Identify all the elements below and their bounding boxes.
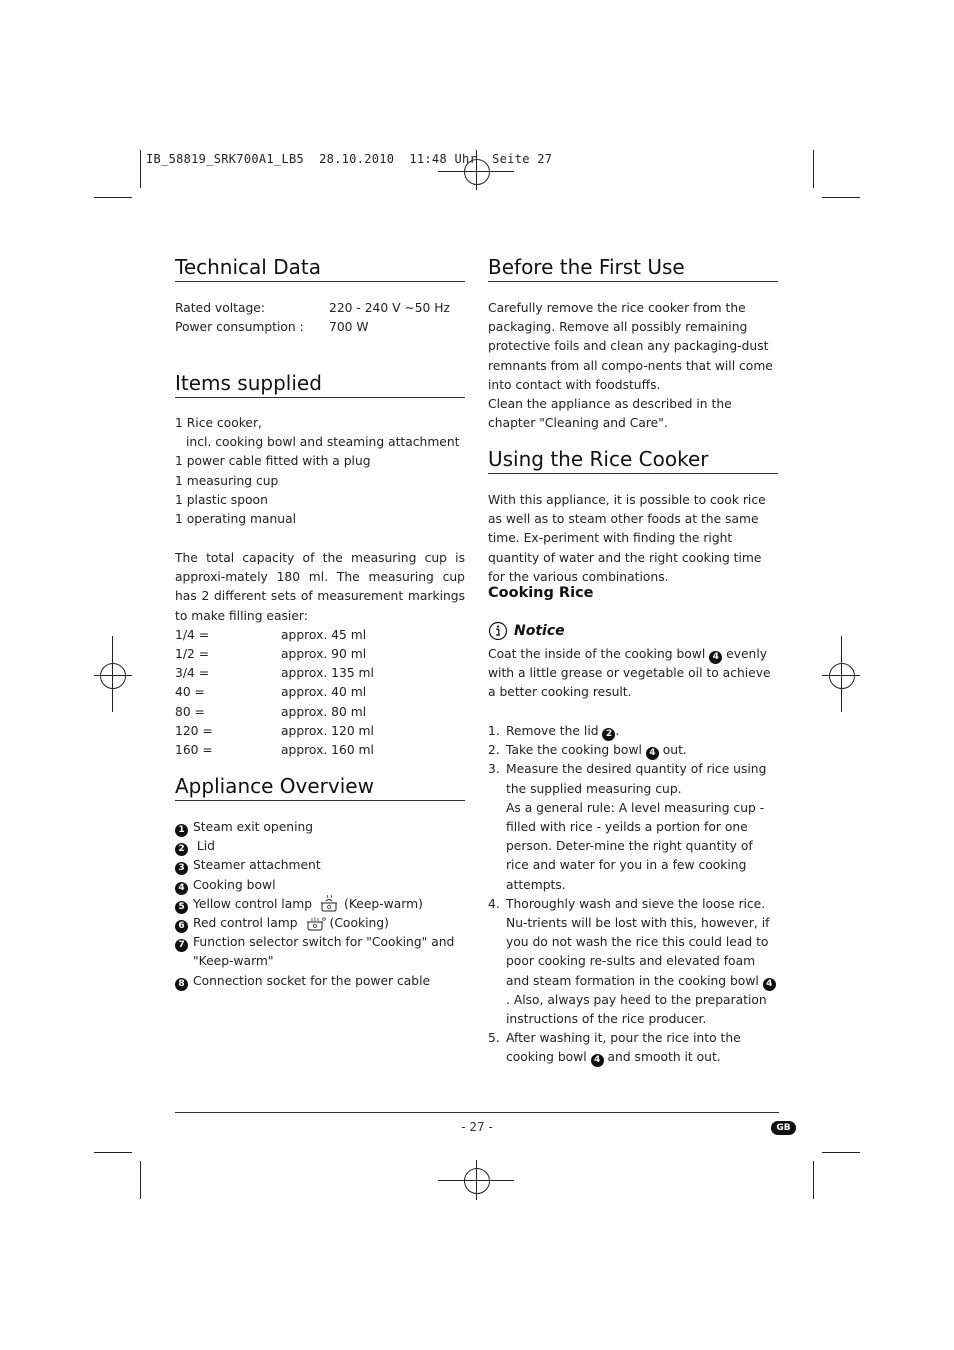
using-rice-cooker-intro [488, 491, 778, 587]
power-consumption-label: Power consumption : [175, 320, 304, 335]
step-text: . [615, 724, 620, 738]
number-badge: 3 [175, 862, 188, 875]
number-badge: 8 [175, 978, 188, 991]
measure-mark: 1/2 = [175, 647, 210, 662]
list-item [175, 933, 465, 971]
list-item: 1 power cable fitted with a plug [175, 454, 371, 469]
step-number: 3. [488, 762, 500, 777]
list-item: 1 operating manual [175, 512, 297, 527]
measure-row [175, 741, 465, 760]
before-first-use-heading: Before the First Use [488, 255, 778, 282]
page-number: - 27 - [461, 1120, 493, 1134]
notice-text-b: evenly with a little grease or vegetable oil to achieve a better cooking result. [488, 647, 771, 700]
appliance-overview-list [175, 818, 465, 991]
item-text: Red control lamp [193, 916, 298, 931]
cooking-lamp-icon [304, 914, 326, 932]
item-text: Steamer attachment [193, 858, 321, 873]
number-badge: 4 [763, 978, 776, 991]
step-number: 5. [488, 1031, 500, 1046]
power-consumption-value: 700 W [329, 320, 369, 335]
measure-row [175, 626, 465, 645]
list-item [175, 818, 465, 837]
items-supplied-list [175, 414, 465, 529]
print-header: IB_58819_SRK700A1_LB5 28.10.2010 11:48 Uhr Seite 27 [146, 152, 553, 166]
step-text: Thoroughly wash and sieve the loose rice. Nu-trients will be lost with this, however, if you do not wash the rice this could lead to poor cooking re-sults and elevated foam and steam formation in the cooking bowl [506, 896, 770, 988]
paragraph: Carefully remove the rice cooker from the packaging. Remove all possibly remaining protective foils and clean any packaging-dust remnants from all compo-nents that will come into contact with foodstuffs. [488, 301, 773, 392]
capacity-paragraph [175, 549, 465, 760]
item-suffix: (Keep-warm) [344, 896, 423, 911]
notice-label: Notice [514, 623, 565, 639]
items-supplied-heading: Items supplied [175, 371, 465, 398]
capacity-text: The total capacity of the measuring cup is approxi-mately 180 ml. The measuring cup has 2 different sets of measurement markings to make filling easier: [175, 551, 465, 623]
item-suffix: (Cooking) [329, 916, 389, 931]
list-item [175, 837, 465, 856]
measure-value: approx. 90 ml [281, 647, 367, 662]
info-icon [488, 621, 508, 641]
item-text: Connection socket for the power cable [193, 973, 431, 988]
list-item [175, 914, 465, 933]
number-badge: 4 [646, 747, 659, 760]
list-item [175, 895, 465, 914]
footer-rule [175, 1112, 779, 1113]
list-item [488, 1029, 778, 1067]
notice-text-a: Coat the inside of the cooking bowl [488, 647, 706, 661]
cooking-rice-heading: Cooking Rice [488, 585, 594, 601]
list-item [175, 876, 465, 895]
step-text: . Also, always pay heed to the preparation instructions of the rice producer. [506, 992, 767, 1027]
technical-data-heading: Technical Data [175, 255, 465, 282]
rated-voltage-label: Rated voltage: [175, 301, 265, 315]
language-badge: GB [771, 1121, 796, 1135]
step-text: As a general rule: A level measuring cup - filled with rice - yeilds a portion for one person. Deter-mine the right quantity of rice and water for you in a few cooking attempts. [506, 800, 765, 892]
list-item [488, 760, 778, 894]
list-item: 1 plastic spoon [175, 492, 268, 507]
list-item: 1 measuring cup [175, 473, 279, 488]
measure-mark: 3/4 = [175, 666, 210, 681]
measure-value: approx. 40 ml [281, 685, 367, 700]
measure-row [175, 703, 465, 722]
number-badge: 4 [175, 882, 188, 895]
list-item: 1 Rice cooker, [175, 416, 262, 430]
item-text: Steam exit opening [193, 820, 314, 834]
step-number: 1. [488, 724, 500, 738]
step-text: out. [662, 743, 687, 758]
measure-mark: 1/4 = [175, 627, 210, 642]
item-text: Yellow control lamp [193, 896, 313, 911]
before-first-use-text [488, 299, 778, 433]
paragraph: Clean the appliance as described in the chapter "Cleaning and Care". [488, 397, 732, 431]
keep-warm-lamp-icon [318, 895, 340, 913]
measure-row [175, 664, 465, 683]
number-badge: 4 [709, 651, 722, 664]
measure-value: approx. 160 ml [281, 743, 374, 758]
rated-voltage-value: 220 - 240 V ~50 Hz [329, 301, 450, 315]
list-item [488, 741, 778, 760]
measure-row [175, 645, 465, 664]
rated-voltage-row [175, 299, 465, 318]
list-item [488, 895, 778, 1029]
step-text: Measure the desired quantity of rice using the supplied measuring cup. [506, 762, 767, 796]
step-text: and smooth it out. [607, 1050, 721, 1065]
list-item: incl. cooking bowl and steaming attachment [186, 435, 460, 450]
measure-mark: 160 = [175, 743, 213, 758]
measure-value: approx. 80 ml [281, 704, 367, 719]
using-rice-cooker-heading: Using the Rice Cooker [488, 447, 778, 474]
technical-data-table [175, 299, 465, 337]
power-consumption-row [175, 318, 465, 337]
number-badge: 5 [175, 901, 188, 914]
step-text: Take the cooking bowl [506, 743, 642, 758]
measure-value: approx. 135 ml [281, 666, 374, 681]
number-badge: 4 [591, 1054, 604, 1067]
measure-mark: 80 = [175, 704, 205, 719]
paragraph: With this appliance, it is possible to cook rice as well as to steam other foods at the same time. Ex-periment with finding the right quantity of water and the right cooking time for the various combinations. [488, 493, 766, 584]
appliance-overview-heading: Appliance Overview [175, 774, 465, 801]
number-badge: 6 [175, 920, 188, 933]
measure-value: approx. 120 ml [281, 723, 374, 738]
measure-value: approx. 45 ml [281, 627, 367, 642]
measure-mark: 40 = [175, 685, 205, 700]
step-number: 4. [488, 896, 500, 911]
item-text: Cooking bowl [193, 877, 276, 892]
measure-row [175, 722, 465, 741]
notice-text [488, 645, 778, 703]
list-item [175, 856, 465, 875]
number-badge: 1 [175, 824, 188, 837]
step-text: After washing it, pour the rice into the cooking bowl [506, 1031, 741, 1065]
number-badge: 2 [175, 843, 188, 856]
number-badge: 7 [175, 939, 188, 952]
measure-mark: 120 = [175, 723, 213, 738]
number-badge: 2 [602, 728, 615, 741]
item-text: Function selector switch for "Cooking" and "Keep-warm" [193, 935, 455, 969]
list-item [488, 722, 778, 741]
notice-header [488, 621, 565, 641]
step-number: 2. [488, 743, 500, 758]
measure-row [175, 683, 465, 702]
list-item [175, 972, 465, 991]
cooking-steps [488, 722, 778, 1068]
item-text: Lid [193, 839, 215, 854]
step-text: Remove the lid [506, 724, 599, 738]
